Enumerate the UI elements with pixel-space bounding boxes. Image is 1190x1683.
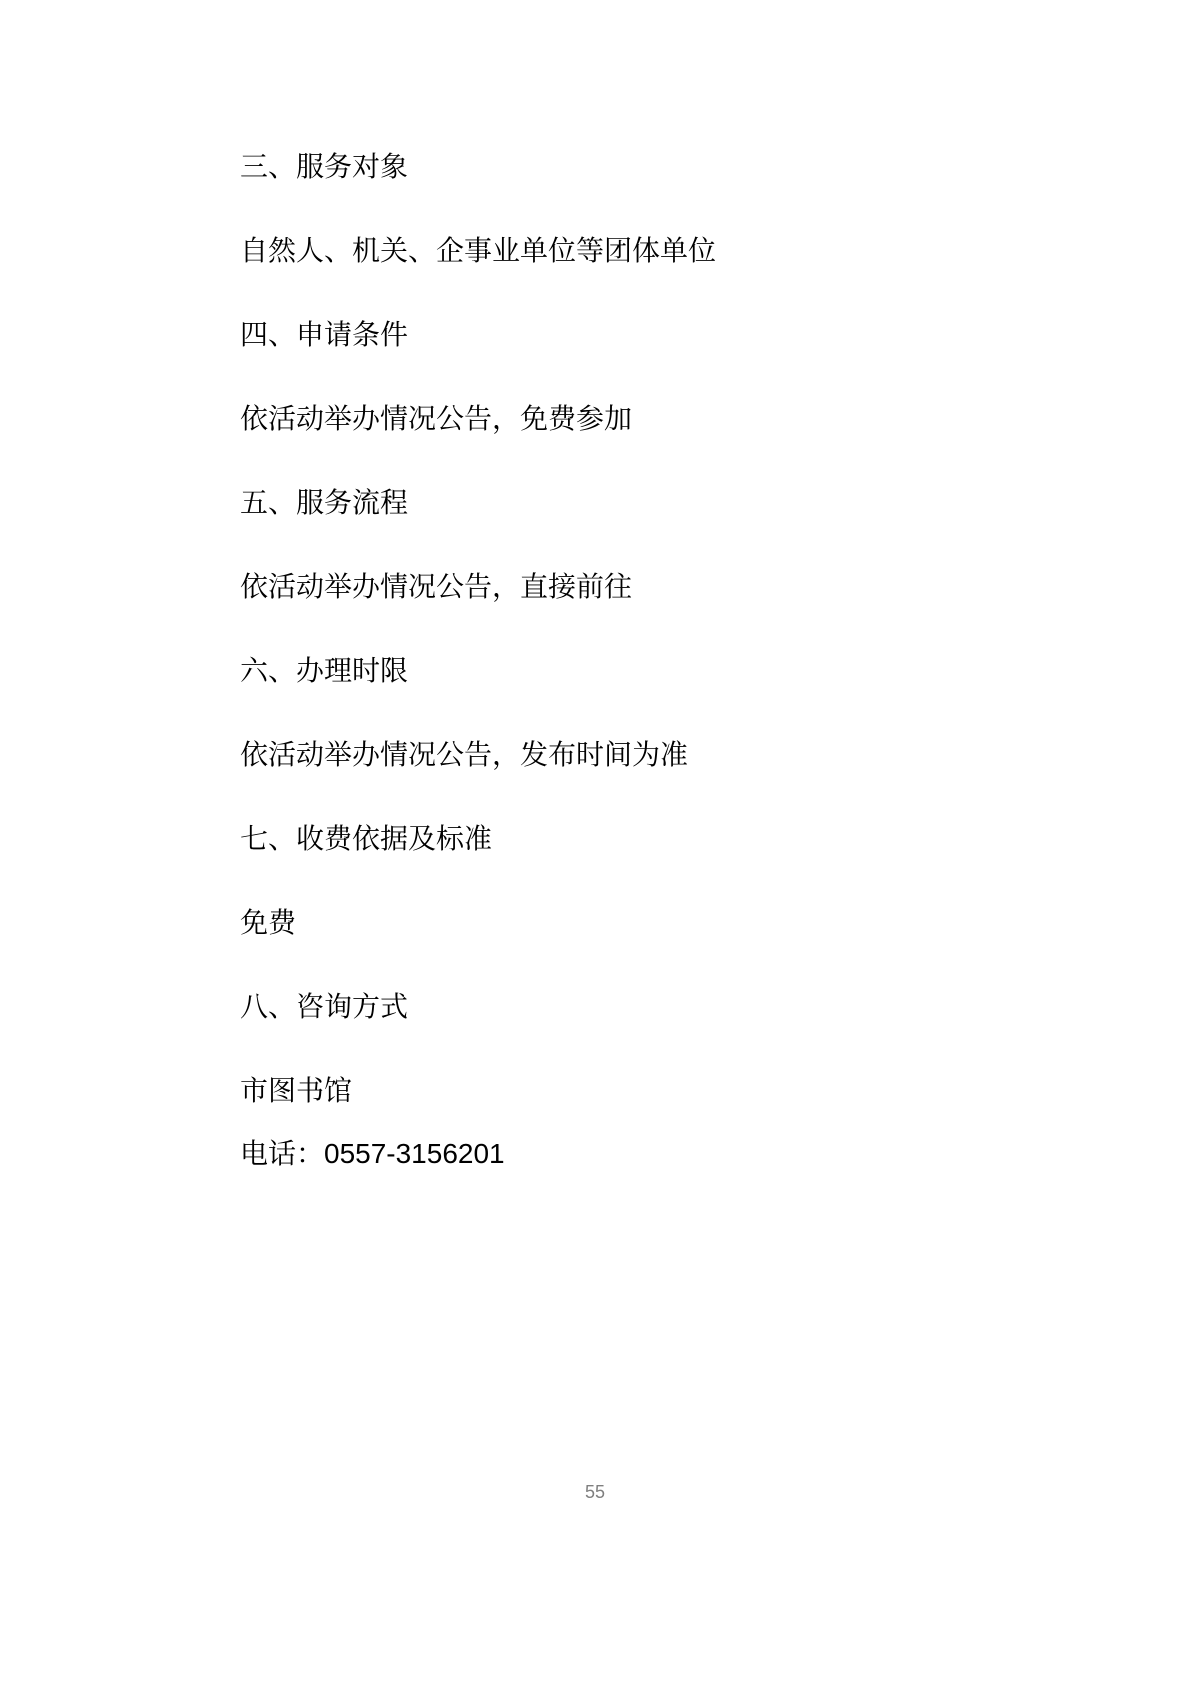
consultation-phone: 电话：0557-3156201 [240,1138,505,1169]
section-body-service-process: 依活动举办情况公告，直接前往 [240,571,633,602]
section-body-processing-time: 依活动举办情况公告，发布时间为准 [240,739,689,770]
section-heading-service-process: 五、服务流程 [240,487,409,518]
document-content [240,150,1110,1171]
section-heading-processing-time: 六、办理时限 [240,655,409,686]
page-number: 55 [584,1482,606,1502]
section-body-service-target: 自然人、机关、企事业单位等团体单位 [240,235,717,266]
section-heading-service-target: 三、服务对象 [240,151,409,182]
section-body-application-conditions: 依活动举办情况公告，免费参加 [240,403,633,434]
section-heading-consultation: 八、咨询方式 [240,991,409,1022]
section-heading-application-conditions: 四、申请条件 [240,319,409,350]
section-body-fee-basis: 免费 [240,907,297,938]
consultation-organization: 市图书馆 [240,1075,353,1106]
section-heading-fee-basis: 七、收费依据及标准 [240,823,493,854]
